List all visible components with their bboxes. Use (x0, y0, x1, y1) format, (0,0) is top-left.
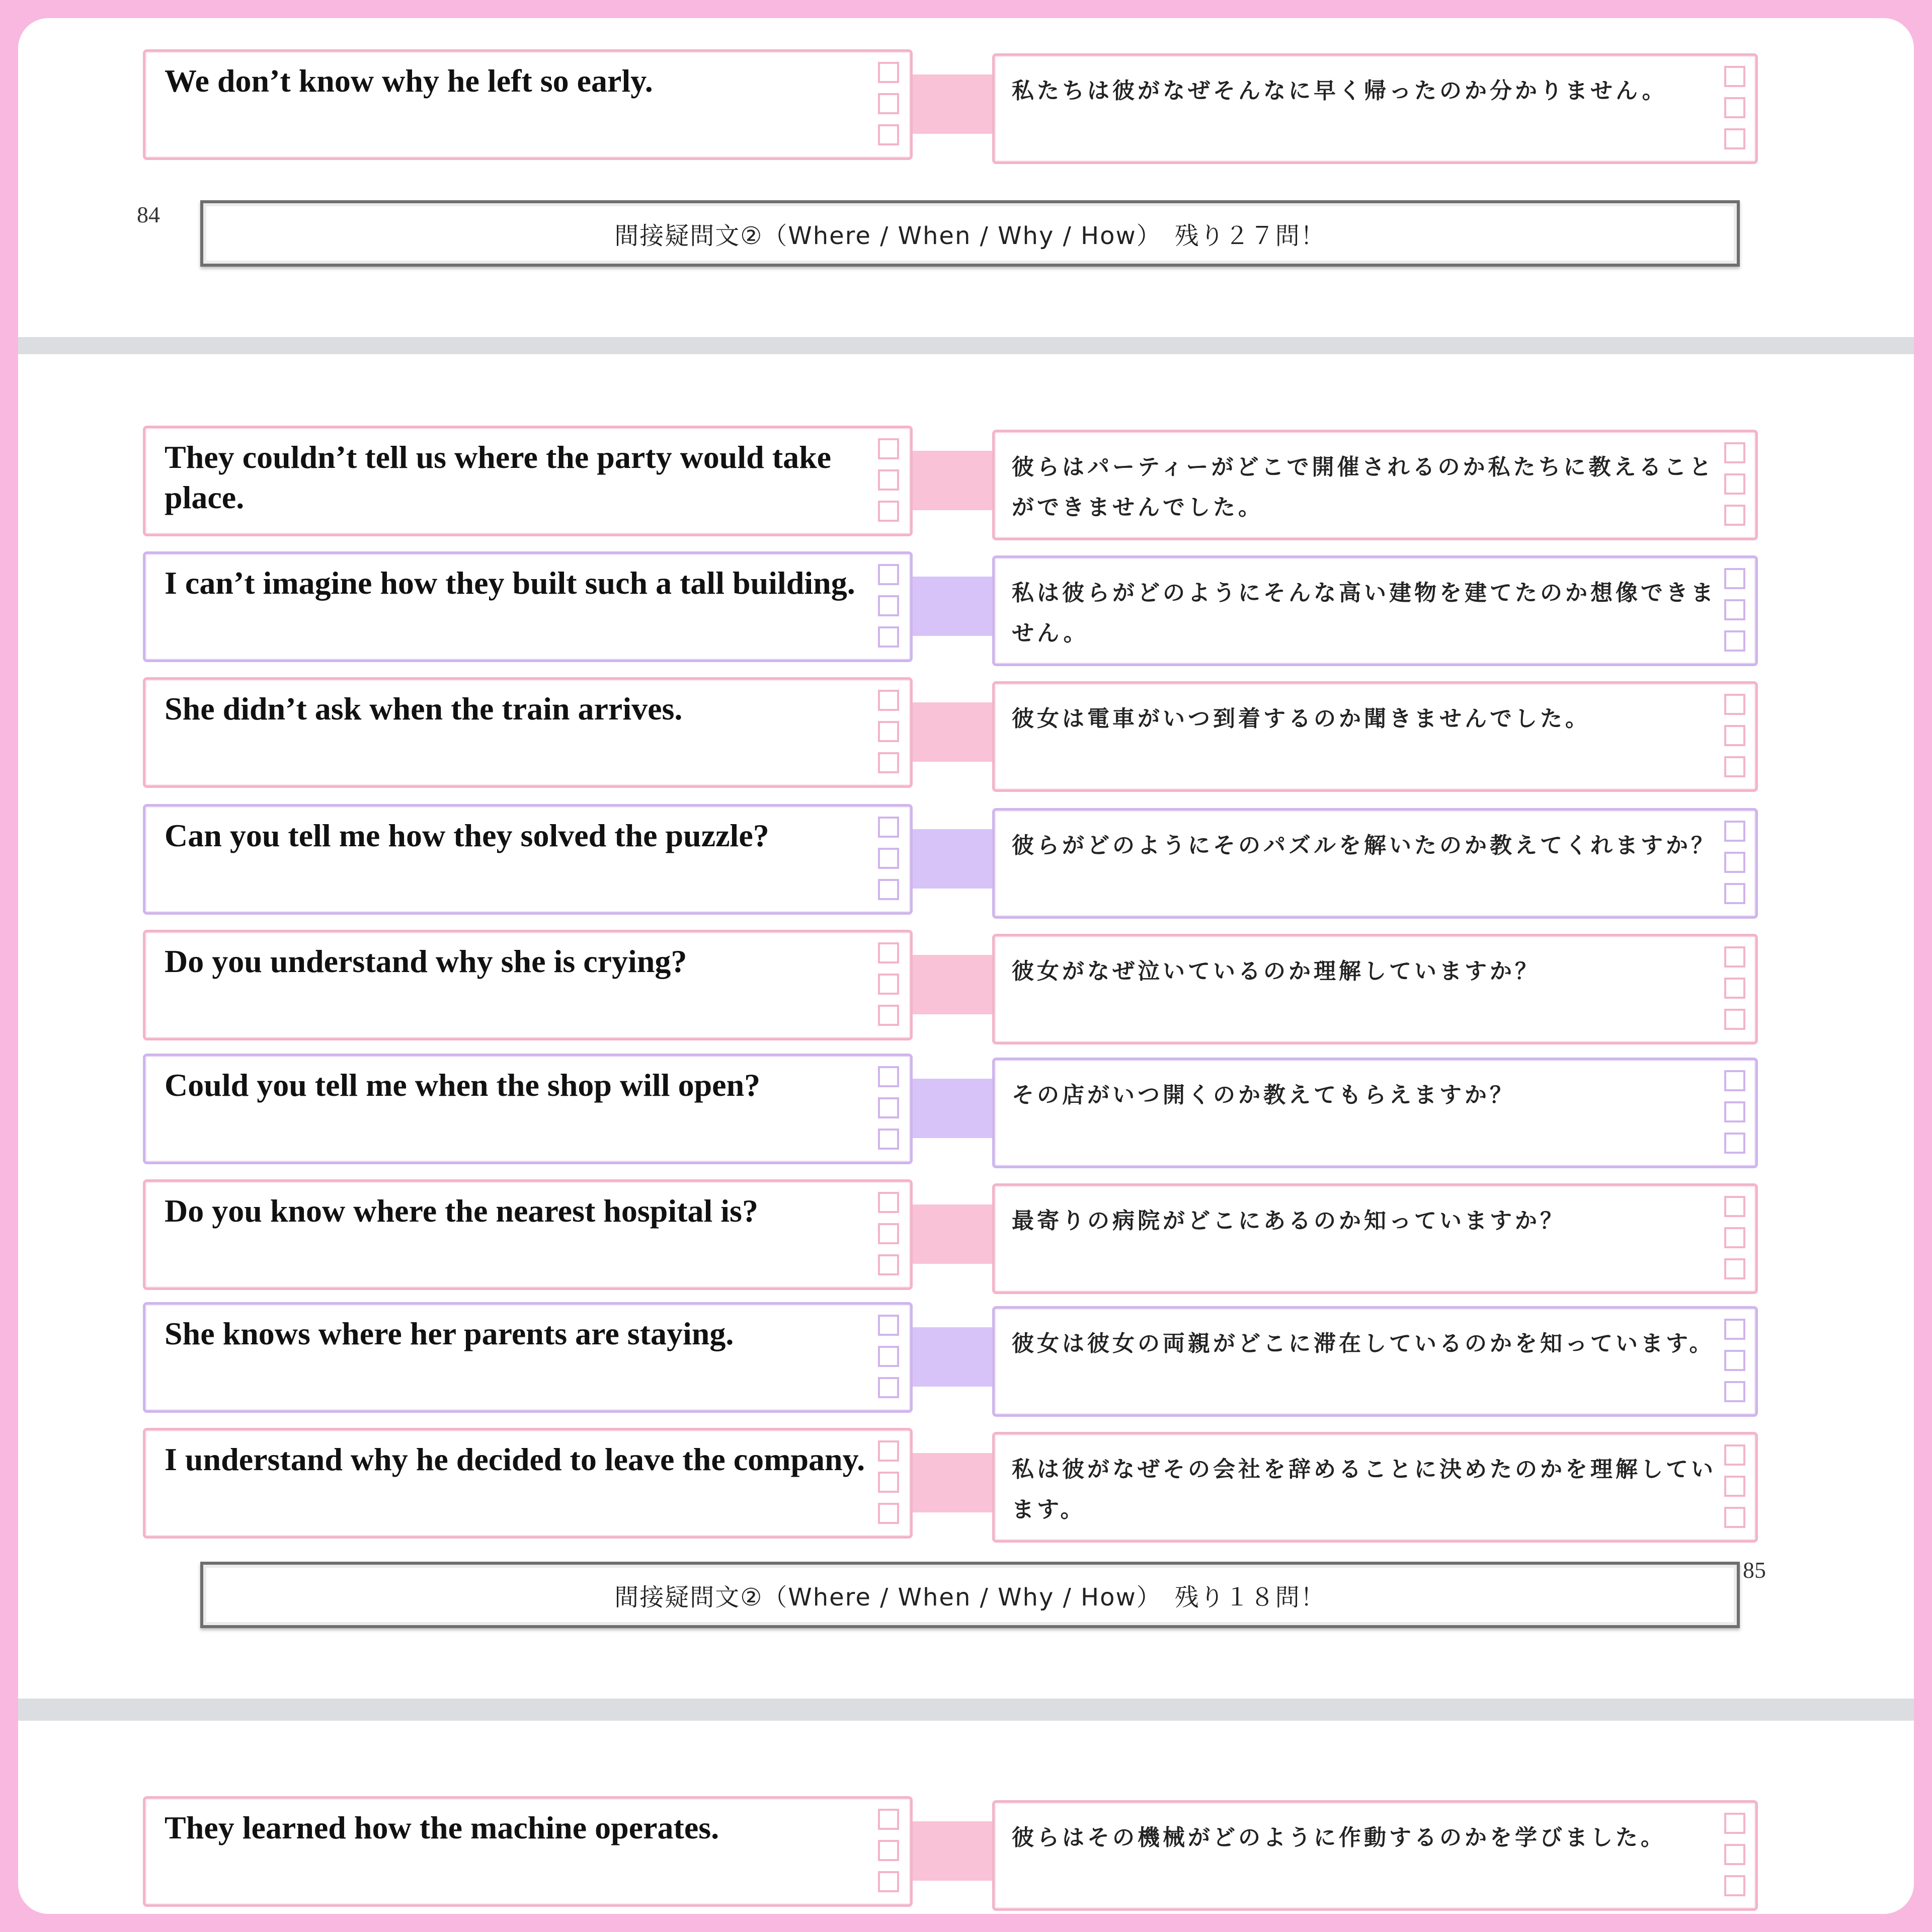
document-viewer[interactable] (18, 18, 1914, 1914)
page-86 (18, 1721, 1914, 1914)
checkbox[interactable] (1724, 1875, 1745, 1896)
checkbox-group (878, 1315, 900, 1410)
checkbox[interactable] (1724, 505, 1745, 526)
japanese-translation-box (992, 430, 1758, 540)
checkbox[interactable] (1724, 128, 1745, 149)
japanese-translation: その店がいつ開くのか教えてもらえますか？ (1012, 1082, 1515, 1108)
checkbox[interactable] (878, 595, 899, 616)
english-sentence-box (143, 1054, 913, 1164)
japanese-translation: 彼女は彼女の両親がどこに滞在しているのかを知っています。 (1012, 1331, 1715, 1356)
page-number: 84 (137, 202, 160, 227)
english-sentence: Do you know where the nearest hospital is? (165, 1193, 758, 1229)
english-sentence: Could you tell me when the shop will open? (165, 1067, 761, 1103)
checkbox-group (878, 564, 900, 660)
checkbox[interactable] (1724, 1381, 1745, 1402)
checkbox[interactable] (878, 879, 899, 900)
english-sentence-box (143, 1179, 913, 1290)
banner-text: 間接疑問文②（Where / When / Why / How） 残り２７問！ (614, 221, 1326, 250)
english-sentence: Can you tell me how they solved the puzzle? (165, 818, 769, 853)
checkbox-group (1724, 821, 1746, 916)
row-connector (913, 1327, 993, 1387)
checkbox-group (1724, 946, 1746, 1042)
row-connector (913, 1079, 993, 1138)
japanese-translation-box (992, 1058, 1758, 1168)
checkbox[interactable] (1724, 821, 1745, 842)
checkbox[interactable] (878, 124, 899, 145)
checkbox[interactable] (1724, 852, 1745, 873)
checkbox[interactable] (878, 1809, 899, 1830)
checkbox[interactable] (878, 752, 899, 773)
sentence-row (18, 1428, 1914, 1544)
japanese-translation: 彼女は電車がいつ到着するのか聞きませんでした。 (1012, 706, 1590, 732)
checkbox[interactable] (1724, 1319, 1745, 1340)
checkbox[interactable] (1724, 630, 1745, 652)
checkbox[interactable] (878, 1129, 899, 1150)
checkbox[interactable] (878, 1840, 899, 1861)
checkbox[interactable] (1724, 473, 1745, 495)
sentence-row (18, 1054, 1914, 1169)
checkbox[interactable] (1724, 1101, 1745, 1122)
japanese-translation-box (992, 1183, 1758, 1294)
page-85 (18, 354, 1914, 1699)
checkbox[interactable] (878, 1097, 899, 1118)
japanese-translation: 私たちは彼がなぜそんなに早く帰ったのか分かりません。 (1012, 78, 1667, 104)
checkbox[interactable] (1724, 1258, 1745, 1279)
checkbox[interactable] (878, 501, 899, 522)
checkbox-group (878, 1066, 900, 1162)
checkbox[interactable] (1724, 1507, 1745, 1528)
checkbox[interactable] (878, 1005, 899, 1026)
checkbox[interactable] (878, 1472, 899, 1493)
row-connector (913, 1821, 993, 1881)
checkbox[interactable] (1724, 1227, 1745, 1248)
english-sentence-box (143, 804, 913, 915)
checkbox-group (878, 942, 900, 1038)
checkbox[interactable] (878, 690, 899, 711)
row-connector (913, 955, 993, 1014)
checkbox[interactable] (878, 564, 899, 585)
checkbox-group (878, 62, 900, 157)
english-sentence: She knows where her parents are staying. (165, 1316, 734, 1351)
checkbox[interactable] (1724, 1476, 1745, 1497)
checkbox[interactable] (1724, 946, 1745, 968)
japanese-translation: 私は彼がなぜその会社を辞めることに決めたのかを理解しています。 (1012, 1457, 1716, 1522)
english-sentence: She didn’t ask when the train arrives. (165, 691, 683, 727)
checkbox[interactable] (878, 1192, 899, 1213)
row-connector (913, 74, 993, 134)
english-sentence-box (143, 426, 913, 536)
checkbox-group (878, 1192, 900, 1287)
english-sentence: I can’t imagine how they built such a tall building. (165, 565, 855, 601)
sentence-row (18, 426, 1914, 541)
checkbox[interactable] (878, 438, 899, 459)
sentence-row (18, 1796, 1914, 1912)
sentence-row (18, 49, 1914, 165)
checkbox[interactable] (878, 1440, 899, 1462)
english-sentence-box (143, 677, 913, 788)
japanese-translation-box (992, 1432, 1758, 1543)
checkbox[interactable] (1724, 694, 1745, 715)
checkbox[interactable] (1724, 599, 1745, 620)
checkbox[interactable] (878, 626, 899, 648)
page-84 (18, 18, 1914, 337)
checkbox-group (878, 1440, 900, 1536)
checkbox[interactable] (878, 93, 899, 114)
japanese-translation: 私は彼らがどのようにそんな高い建物を建てたのか想像できません。 (1012, 580, 1716, 646)
sentence-row (18, 1302, 1914, 1418)
checkbox[interactable] (878, 1066, 899, 1087)
row-connector (913, 451, 993, 510)
checkbox[interactable] (878, 1871, 899, 1892)
row-connector (913, 1204, 993, 1264)
section-banner (200, 1562, 1740, 1628)
checkbox[interactable] (1724, 1844, 1745, 1865)
japanese-translation: 彼らがどのようにそのパズルを解いたのか教えてくれますか？ (1012, 833, 1716, 858)
japanese-translation-box (992, 555, 1758, 666)
checkbox[interactable] (878, 1315, 899, 1336)
section-banner (200, 200, 1740, 267)
checkbox-group (1724, 1813, 1746, 1908)
checkbox[interactable] (878, 1503, 899, 1524)
checkbox[interactable] (878, 848, 899, 869)
sentence-row (18, 551, 1914, 667)
checkbox-group (1724, 1319, 1746, 1414)
checkbox[interactable] (1724, 978, 1745, 999)
sentence-row (18, 677, 1914, 793)
english-sentence: We don’t know why he left so early. (165, 63, 653, 99)
checkbox[interactable] (1724, 1196, 1745, 1217)
checkbox[interactable] (878, 721, 899, 742)
checkbox[interactable] (878, 974, 899, 995)
english-sentence: They couldn’t tell us where the party would take place. (165, 439, 832, 515)
english-sentence-box (143, 1302, 913, 1413)
checkbox[interactable] (878, 469, 899, 491)
checkbox[interactable] (878, 62, 899, 83)
page-number: 85 (1743, 1557, 1766, 1583)
japanese-translation-box (992, 1306, 1758, 1417)
checkbox-group (1724, 66, 1746, 162)
checkbox[interactable] (1724, 1813, 1745, 1834)
checkbox-group (1724, 442, 1746, 538)
checkbox-group (1724, 1070, 1746, 1166)
checkbox-group (878, 817, 900, 912)
japanese-translation: 彼らはその機械がどのように作動するのかを学びました。 (1012, 1825, 1666, 1850)
checkbox[interactable] (1724, 725, 1745, 746)
japanese-translation-box (992, 808, 1758, 919)
english-sentence: They learned how the machine operates. (165, 1810, 719, 1845)
japanese-translation-box (992, 53, 1758, 164)
english-sentence-box (143, 930, 913, 1040)
english-sentence: Do you understand why she is crying? (165, 943, 687, 979)
row-connector (913, 829, 993, 889)
japanese-translation-box (992, 934, 1758, 1044)
japanese-translation-box (992, 681, 1758, 792)
checkbox[interactable] (1724, 66, 1745, 87)
english-sentence-box (143, 49, 913, 160)
row-connector (913, 577, 993, 636)
row-connector (913, 1453, 993, 1512)
checkbox[interactable] (1724, 568, 1745, 589)
checkbox[interactable] (878, 817, 899, 838)
english-sentence: I understand why he decided to leave the company. (165, 1441, 865, 1477)
sentence-row (18, 930, 1914, 1045)
checkbox[interactable] (878, 942, 899, 963)
sentence-row (18, 804, 1914, 920)
checkbox-group (1724, 1444, 1746, 1540)
english-sentence-box (143, 551, 913, 662)
checkbox[interactable] (1724, 97, 1745, 118)
japanese-translation: 彼らはパーティーがどこで開催されるのか私たちに教えることができませんでした。 (1012, 454, 1715, 520)
checkbox[interactable] (1724, 1444, 1745, 1466)
japanese-translation: 最寄りの病院がどこにあるのか知っていますか？ (1012, 1208, 1565, 1234)
checkbox[interactable] (1724, 442, 1745, 463)
english-sentence-box (143, 1796, 913, 1907)
checkbox[interactable] (878, 1377, 899, 1398)
checkbox-group (878, 1809, 900, 1904)
english-sentence-box (143, 1428, 913, 1539)
row-connector (913, 702, 993, 762)
checkbox[interactable] (1724, 1133, 1745, 1154)
japanese-translation: 彼女がなぜ泣いているのか理解していますか？ (1012, 958, 1540, 984)
checkbox[interactable] (1724, 756, 1745, 777)
japanese-translation-box (992, 1800, 1758, 1911)
checkbox-group (1724, 1196, 1746, 1292)
checkbox-group (1724, 568, 1746, 664)
checkbox[interactable] (1724, 1070, 1745, 1091)
checkbox-group (878, 690, 900, 785)
sentence-row (18, 1179, 1914, 1295)
checkbox[interactable] (878, 1254, 899, 1275)
checkbox[interactable] (878, 1346, 899, 1367)
checkbox-group (1724, 694, 1746, 789)
checkbox[interactable] (1724, 883, 1745, 904)
checkbox[interactable] (1724, 1350, 1745, 1371)
checkbox-group (878, 438, 900, 534)
checkbox[interactable] (878, 1223, 899, 1244)
checkbox[interactable] (1724, 1009, 1745, 1030)
banner-text: 間接疑問文②（Where / When / Why / How） 残り１８問！ (614, 1583, 1326, 1612)
